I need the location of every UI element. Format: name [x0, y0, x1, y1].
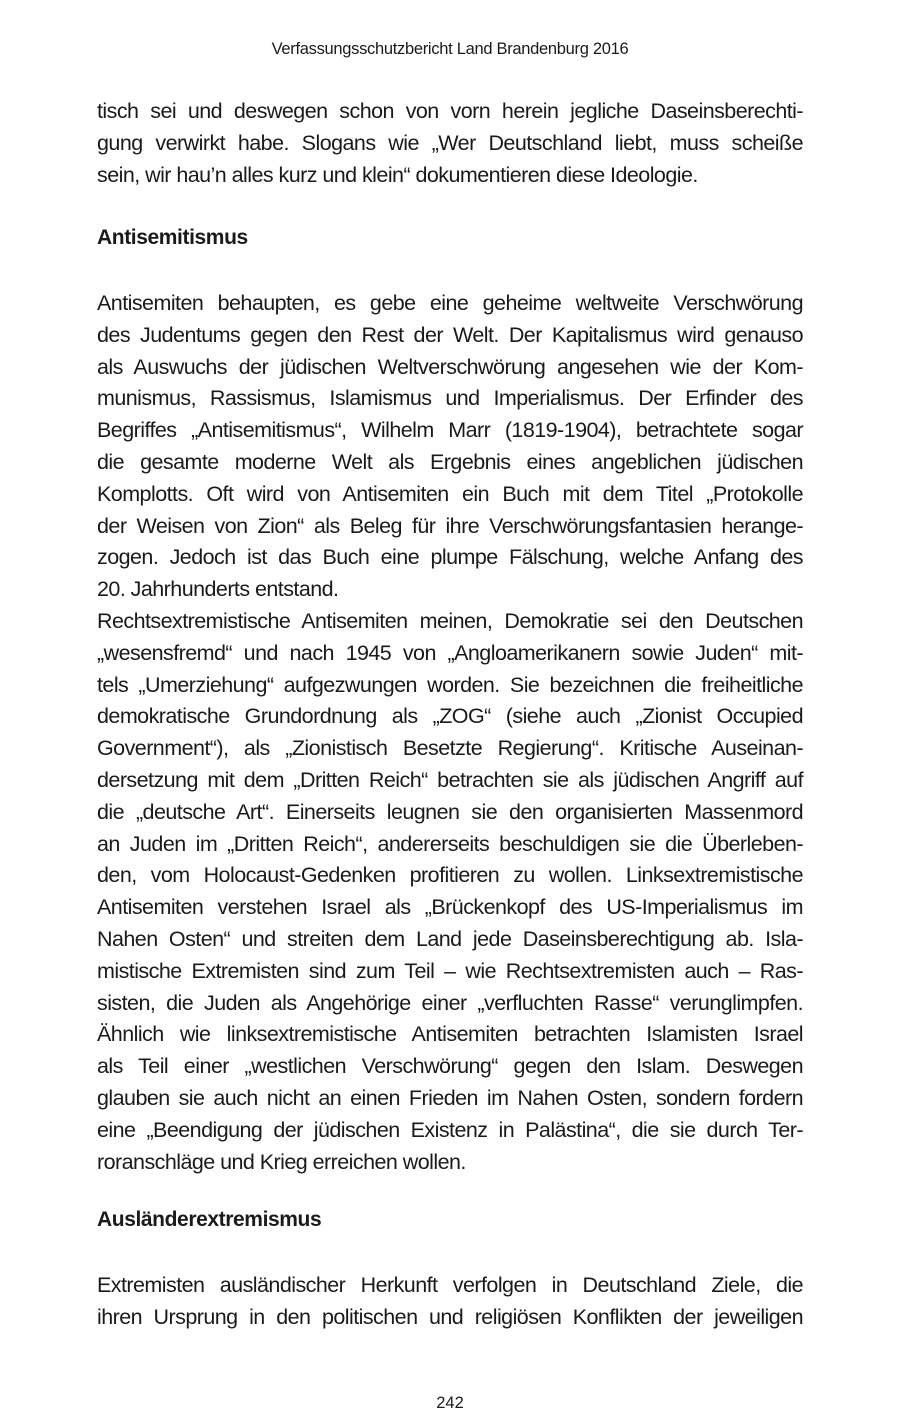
text-line: eine „Beendigung der jüdischen Existenz in Palästina“, die sie durch Ter-	[97, 1117, 803, 1142]
text-line: den, vom Holocaust-Gedenken profitieren zu wollen. Linksextremistische	[97, 863, 803, 888]
section-heading-antisemitismus: Antisemitismus	[97, 226, 248, 249]
text-line: sein, wir hau’n alles kurz und klein“ dokumentieren diese Ideologie.	[97, 162, 698, 187]
text-line: als Teil einer „westlichen Verschwörung“ gegen den Islam. Deswegen	[97, 1054, 803, 1079]
text-line: Nahen Osten“ und streiten dem Land jede Daseinsberechtigung ab. Isla-	[97, 926, 803, 951]
text-line: an Juden im „Dritten Reich“, andererseits beschuldigen sie die Überleben-	[97, 831, 803, 856]
page-number: 242	[436, 1394, 464, 1412]
text-line: tels „Umerziehung“ aufgezwungen worden. Sie bezeichnen die freiheitliche	[97, 672, 803, 697]
text-line: roranschläge und Krieg erreichen wollen.	[97, 1149, 466, 1174]
text-line: Extremisten ausländischer Herkunft verfolgen in Deutschland Ziele, die	[97, 1273, 803, 1297]
text-line: mistische Extremisten sind zum Teil – wie Rechtsextremisten auch – Ras-	[97, 958, 803, 983]
text-line: Begriffes „Antisemitismus“, Wilhelm Marr (1819-1904), betrachtete sogar	[97, 418, 803, 443]
text-line: dersetzung mit dem „Dritten Reich“ betrachten sie als jüdischen Angriff auf	[97, 767, 803, 792]
text-line: sisten, die Juden als Angehörige einer „verfluchten Rasse“ verunglimpfen.	[97, 990, 803, 1015]
section-heading-auslaenderextremismus: Ausländerextremismus	[97, 1208, 322, 1231]
text-line: demokratische Grundordnung als „ZOG“ (siehe auch „Zionist Occupied	[97, 704, 803, 729]
text-line: Antisemiten behaupten, es gebe eine geheime weltweite Verschwörung	[97, 291, 803, 315]
intro-paragraph	[97, 96, 803, 191]
auslaender-paragraph	[97, 1270, 803, 1334]
text-line: Antisemiten verstehen Israel als „Brückenkopf des US-Imperialismus im	[97, 895, 803, 920]
text-line: Government“), als „Zionistisch Besetzte Regierung“. Kritische Auseinan-	[97, 736, 803, 761]
text-line: Rechtsextremistische Antisemiten meinen, Demokratie sei den Deutschen	[97, 608, 803, 633]
text-line: gung verwirkt habe. Slogans wie „Wer Deutschland liebt, muss scheiße	[97, 130, 803, 155]
text-line: zogen. Jedoch ist das Buch eine plumpe Fälschung, welche Anfang des	[97, 545, 803, 570]
text-line: 20. Jahrhunderts entstand.	[97, 577, 339, 602]
text-line: tisch sei und deswegen schon von vorn herein jegliche Daseinsberechti-	[97, 99, 803, 123]
text-line: Ähnlich wie linksextremistische Antisemiten betrachten Islamisten Israel	[97, 1022, 803, 1047]
text-line: glauben sie auch nicht an einen Frieden im Nahen Osten, sondern fordern	[97, 1085, 803, 1110]
text-line: der Weisen von Zion“ als Beleg für ihre Verschwörungsfantasien herange-	[97, 513, 803, 538]
text-line: munismus, Rassismus, Islamismus und Imperialismus. Der Erfinder des	[97, 386, 803, 411]
running-header: Verfassungsschutzbericht Land Brandenburg 2016	[271, 40, 629, 58]
text-line: „wesensfremd“ und nach 1945 von „Angloamerikanern sowie Juden“ mit-	[97, 640, 803, 665]
text-line: die „deutsche Art“. Einerseits leugnen sie den organisierten Massenmord	[97, 799, 803, 824]
text-line: des Judentums gegen den Rest der Welt. Der Kapitalismus wird genauso	[97, 322, 803, 347]
text-line: die gesamte moderne Welt als Ergebnis eines angeblichen jüdischen	[97, 449, 803, 474]
text-line: ihren Ursprung in den politischen und religiösen Konflikten der jeweiligen	[97, 1304, 803, 1329]
text-line: Komplotts. Oft wird von Antisemiten ein Buch mit dem Titel „Protokolle	[97, 481, 803, 506]
antisemitismus-paragraph	[97, 288, 803, 1178]
text-line: als Auswuchs der jüdischen Weltverschwörung angesehen wie der Kom-	[97, 354, 803, 379]
